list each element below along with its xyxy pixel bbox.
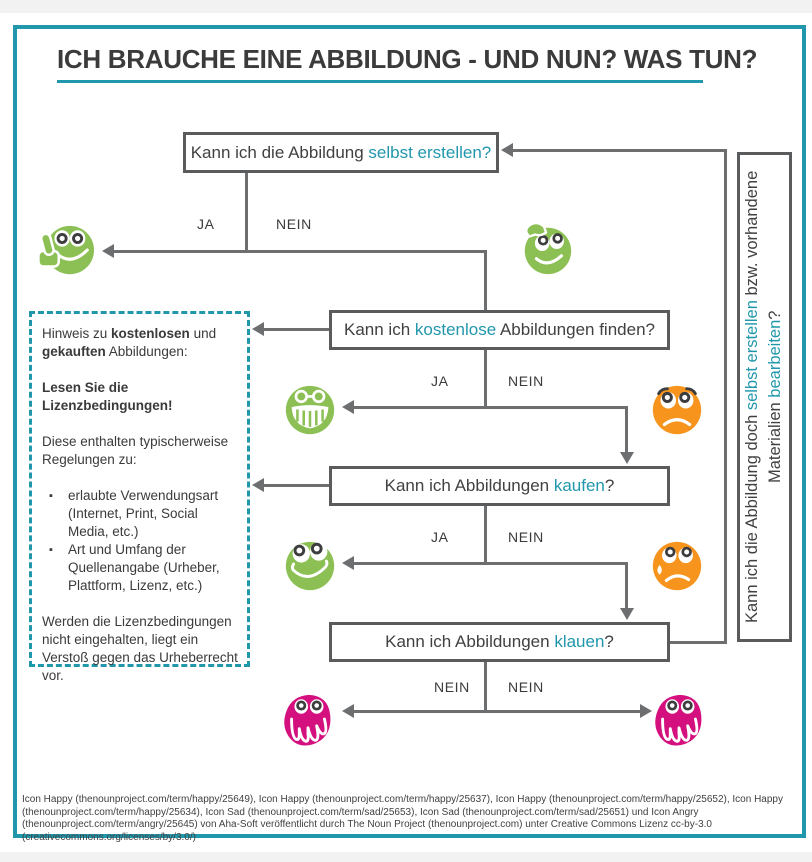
arrowhead-into-q3 <box>620 452 634 464</box>
q3-highlight: kaufen <box>553 476 605 495</box>
connector-q2-down <box>484 350 487 408</box>
connector-q1-down <box>245 171 248 252</box>
note-footer: Werden die Lizenzbedingungen nicht eingehalten, liegt ein Verstoß gegen das Urheberrecht vor. <box>42 614 238 683</box>
label-nein-row4-left: NEIN <box>434 679 470 695</box>
q4-highlight: klauen <box>554 632 605 651</box>
happy-cheeky-icon <box>281 537 339 595</box>
connector-row3 <box>354 562 628 565</box>
happy-thumbs-up-icon <box>37 223 95 281</box>
arrowhead-row1-ja <box>102 244 114 258</box>
connector-feedback-to-q1 <box>513 149 727 152</box>
connector-q3-down <box>484 506 487 564</box>
page-margin-bottom <box>0 852 812 862</box>
connector-q2-to-note <box>264 328 330 331</box>
happy-grin-icon <box>281 381 339 439</box>
side-question-box <box>737 152 792 642</box>
note-bullet-usage: ▪ erlaubte Verwendungsart (Internet, Print, Social Media, etc.) <box>42 487 238 541</box>
title-underline <box>57 80 703 83</box>
label-ja-row3: JA <box>431 529 449 545</box>
arrowhead-note-bottom <box>252 478 264 492</box>
label-ja-row1: JA <box>197 216 215 232</box>
note-bullet-list <box>42 487 238 595</box>
q2-text: Kann ich <box>344 320 415 339</box>
sad-crying-icon <box>648 537 706 595</box>
label-ja-row2: JA <box>431 373 449 389</box>
question-box-find-free: Kann ich kostenlose Abbildungen finden? <box>329 310 670 350</box>
license-note-box <box>29 311 250 683</box>
note-bullet-attribution: ▪ Art und Umfang der Quellenangabe (Urheber, Plattform, Lizenz, etc.) <box>42 541 238 595</box>
connector-q4-down <box>484 662 487 712</box>
q2-highlight: kostenlose <box>414 320 497 339</box>
connector-q4-to-feedback <box>668 641 727 644</box>
arrowhead-row3-ja <box>342 556 354 570</box>
connector-row1 <box>114 250 486 253</box>
connector-row4 <box>354 710 640 713</box>
q1-highlight: selbst erstellen? <box>368 142 492 162</box>
arrowhead-into-q4 <box>620 608 634 620</box>
happy-thinking-icon <box>518 221 576 279</box>
arrowhead-row2-ja <box>342 400 354 414</box>
arrowhead-into-q1 <box>501 143 513 157</box>
note-heading: Lesen Sie die Lizenzbedingungen! <box>42 380 173 413</box>
question-box-buy: Kann ich Abbildungen kaufen? <box>329 466 670 506</box>
q1-text: Kann ich die Abbildung <box>190 142 369 162</box>
connector-q3-to-note <box>264 484 330 487</box>
arrowhead-note-top <box>252 322 264 336</box>
label-nein-row4-right: NEIN <box>508 679 544 695</box>
label-nein-row2: NEIN <box>508 373 544 389</box>
q4-text: Kann ich Abbildungen <box>385 632 555 651</box>
question-box-steal: Kann ich Abbildungen klauen? <box>329 622 670 662</box>
connector-to-q4 <box>625 562 628 612</box>
label-nein-row3: NEIN <box>508 529 544 545</box>
connector-feedback-vertical <box>724 149 727 643</box>
label-nein-row1: NEIN <box>276 216 312 232</box>
connector-to-q3 <box>625 406 628 456</box>
note-body: Diese enthalten typischerweise Regelungen zu: <box>42 434 229 467</box>
angry-shocked-icon-right <box>650 692 708 750</box>
page-title: ICH BRAUCHE EINE ABBILDUNG - UND NUN? WAS TUN? <box>57 44 758 74</box>
side-question-text: Kann ich die Abbildung doch selbst erstellen bzw. vorhandene Materialien bearbeiten? <box>743 170 784 624</box>
q3-text: Kann ich Abbildungen <box>384 476 554 495</box>
connector-row2 <box>354 406 628 409</box>
connector-to-q2 <box>484 250 487 310</box>
note-intro: Hinweis zu kostenlosen und gekauften Abbildungen: <box>42 326 217 359</box>
question-box-create-yourself <box>183 132 499 173</box>
page-margin-top <box>0 0 812 13</box>
icon-attribution-text: Icon Happy (thenounproject.com/term/happy/25649), Icon Happy (thenounproject.com/term/happy/25637), Icon Happy (thenounproject.com/term/happy/25652), Icon Happy (thenounproject.com/term/happy/25634), Icon Sad (thenounproject.com/term/sad/25653), Icon Sad (thenounproject.com/term/sad/25651) und Icon Angry (thenounproject.com/term/angry/25645) von Aha-Soft veröffentlicht durch The Noun Project (thenounproject.com) unter Creative Commons Lizenz cc-by-3.0 (creativecommons.org/licenses/by/3.0/) <box>22 794 783 843</box>
angry-shocked-icon-left <box>279 692 337 750</box>
arrowhead-row4-left <box>342 704 354 718</box>
sad-worried-icon <box>648 381 706 439</box>
